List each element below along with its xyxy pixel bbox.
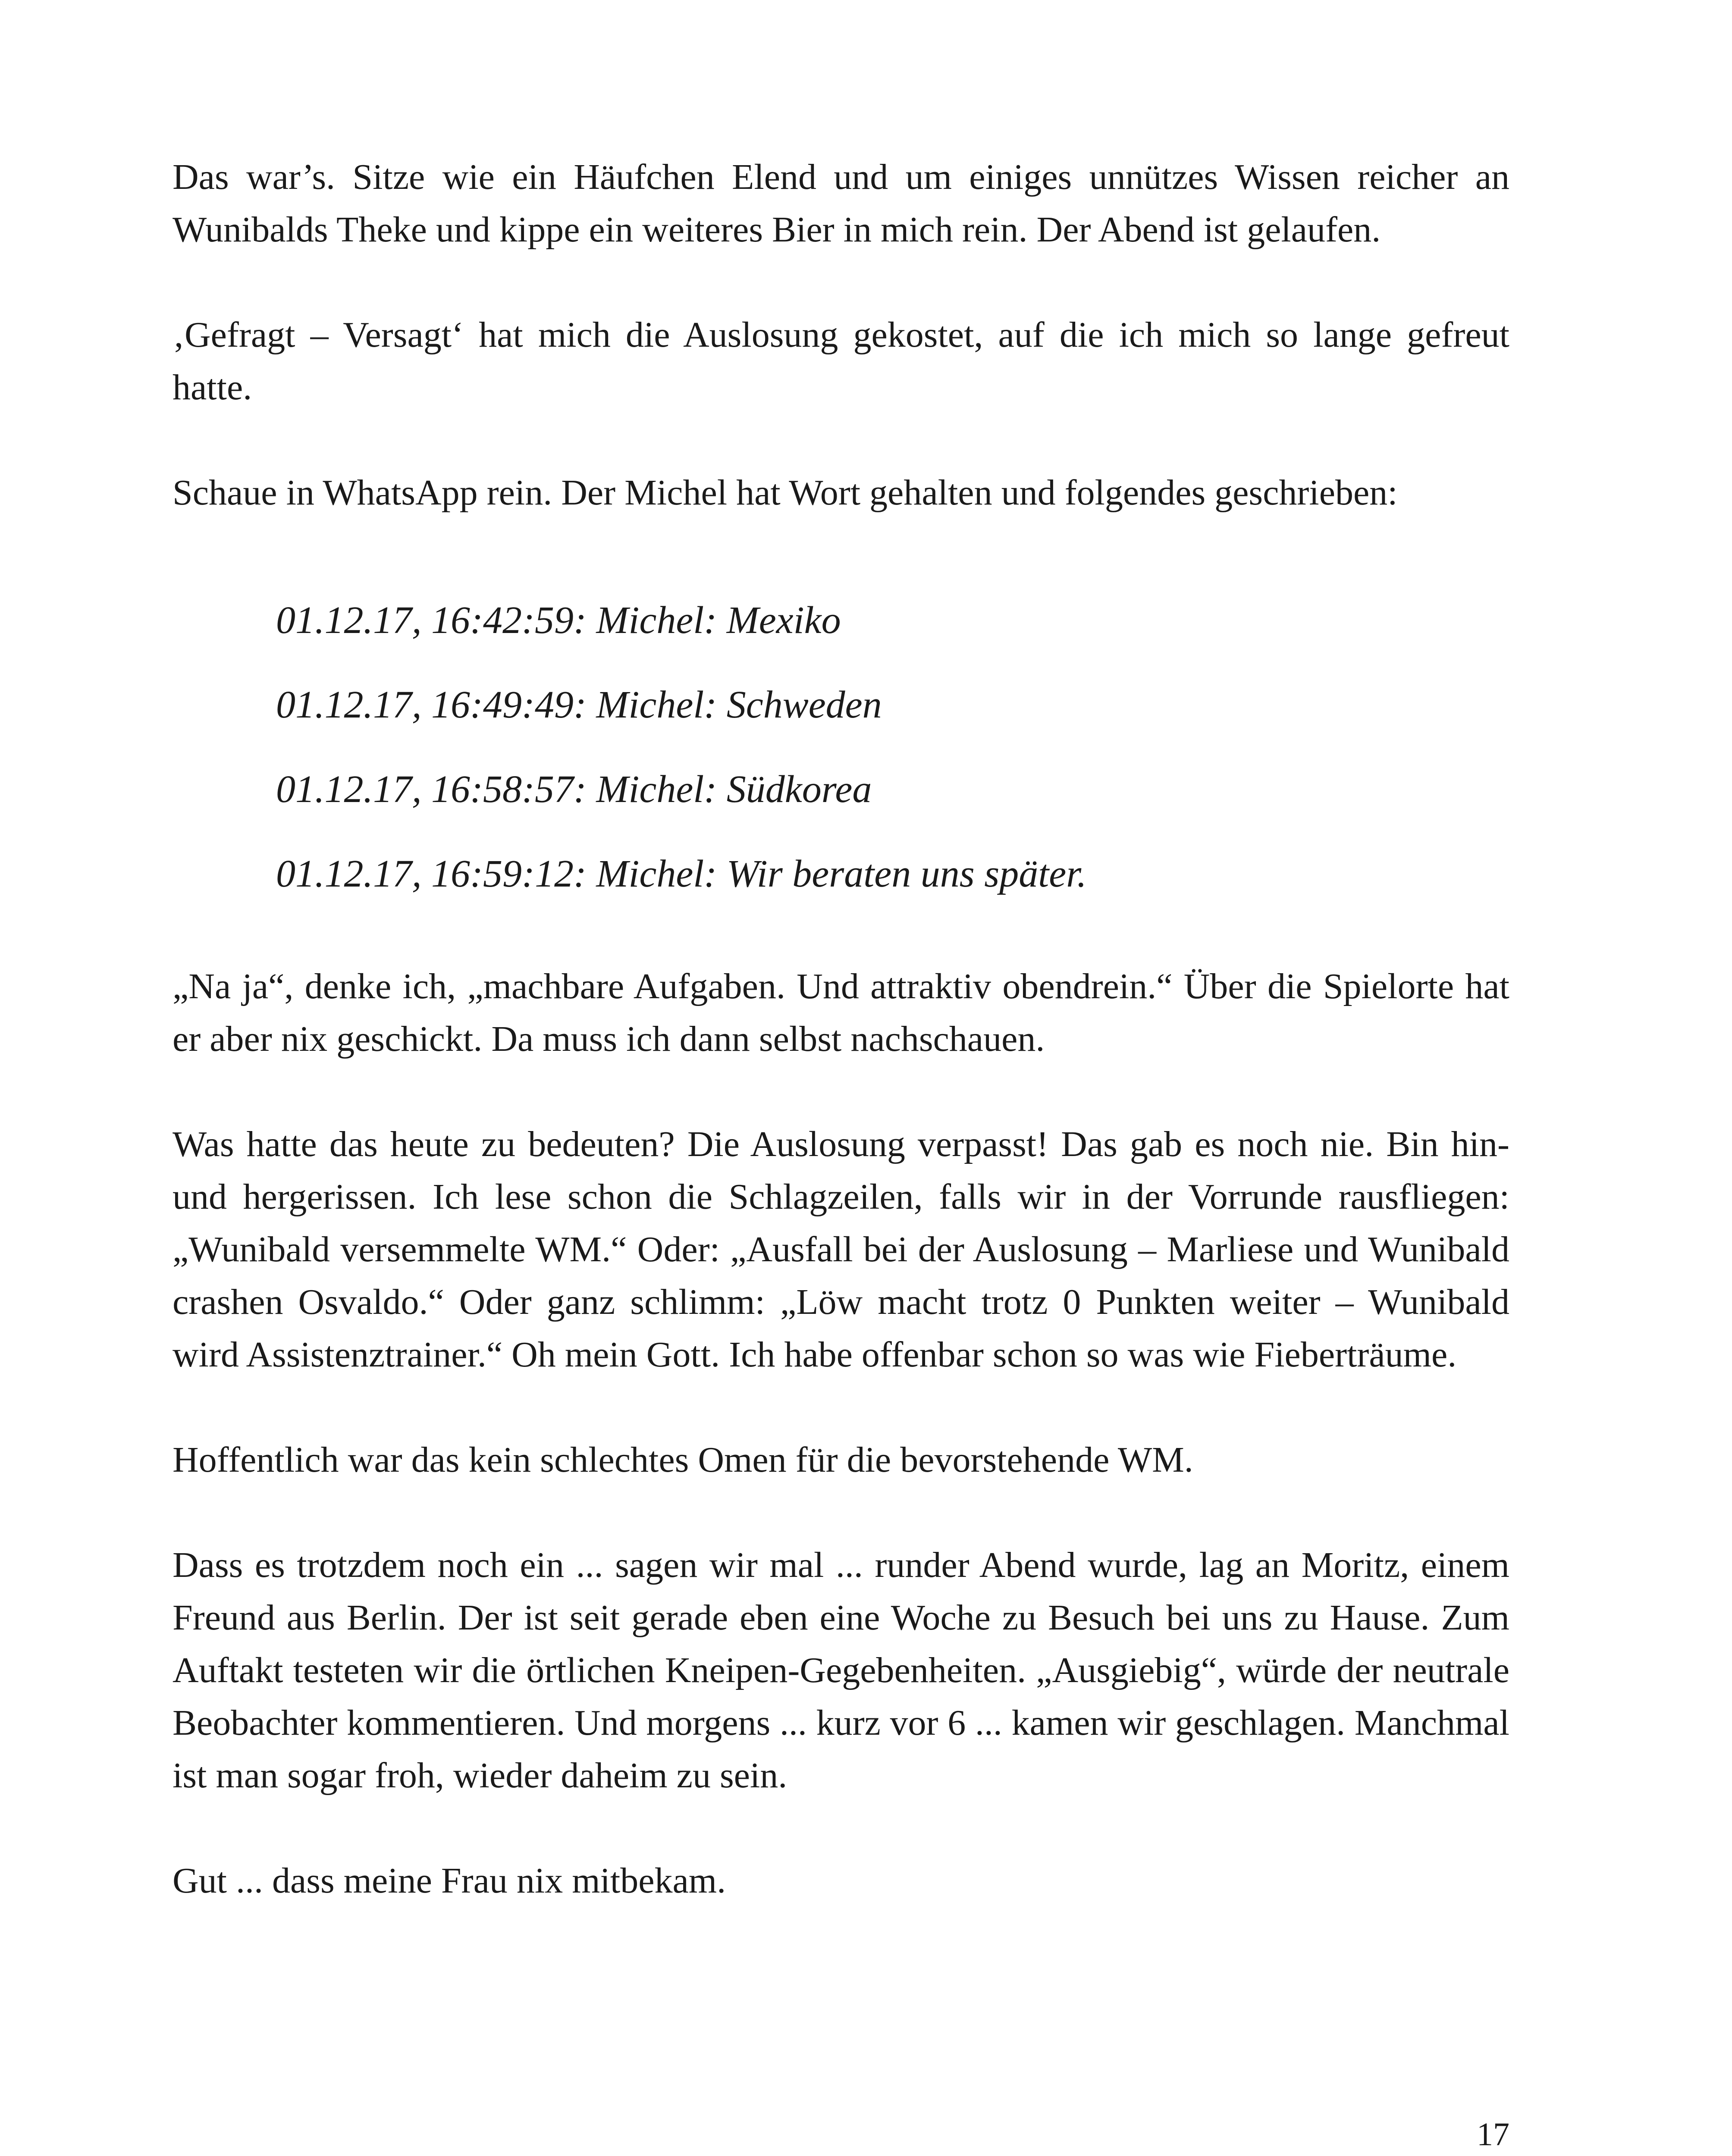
paragraph: Hoffentlich war das kein schlechtes Omen für die bevorstehende WM. <box>173 1440 1193 1480</box>
paragraph: ‚Gefragt – Versagt‘ hat mich die Auslosung gekostet, auf die ich mich so lange gefreut hatte. <box>173 315 1509 407</box>
whatsapp-message: 01.12.17, 16:59:12: Michel: Wir beraten uns später. <box>276 852 1087 895</box>
paragraph: Dass es trotzdem noch ein ... sagen wir mal ... runder Abend wurde, lag an Moritz, einem Freund aus Berlin. Der ist seit gerade eben eine Woche zu Besuch bei uns zu Hause. Zum Auftakt testeten wir die örtlichen Kneipen-Gegebenheiten. „Ausgiebig“, würde der neutrale Beobachter kommentieren. Und morgens ... kurz vor 6 ... kamen wir geschlagen. Manchmal ist man sogar froh, wieder daheim zu sein. <box>173 1545 1509 1796</box>
whatsapp-message: 01.12.17, 16:42:59: Michel: Mexiko <box>276 599 841 642</box>
whatsapp-message-list <box>276 595 1509 900</box>
paragraph: Gut ... dass meine Frau nix mitbekam. <box>173 1861 726 1901</box>
paragraph: „Na ja“, denke ich, „machbare Aufgaben. Und attraktiv obendrein.“ Über die Spielorte hat er aber nix geschickt. Da muss ich dann selbst nachschauen. <box>173 966 1509 1059</box>
whatsapp-message: 01.12.17, 16:58:57: Michel: Südkorea <box>276 768 872 811</box>
whatsapp-message: 01.12.17, 16:49:49: Michel: Schweden <box>276 683 882 726</box>
paragraph: Das war’s. Sitze wie ein Häufchen Elend und um einiges unnützes Wissen reicher an Wunibalds Theke und kippe ein weiteres Bier in mich rein. Der Abend ist gelaufen. <box>173 157 1509 250</box>
paragraph: Was hatte das heute zu bedeuten? Die Auslosung verpasst! Das gab es noch nie. Bin hin- und hergerissen. Ich lese schon die Schlagzeilen, falls wir in der Vorrunde rausfliegen: „Wunibald versemmelte WM.“ Oder: „Ausfall bei der Auslosung – Marliese und Wunibald crashen Osvaldo.“ Oder ganz schlimm: „Löw macht trotz 0 Punkten weiter – Wunibald wird Assistenztrainer.“ Oh mein Gott. Ich habe offenbar schon so was wie Fieberträume. <box>173 1124 1509 1375</box>
page-number: 17 <box>1477 2116 1509 2153</box>
body-text <box>173 151 1509 1907</box>
paragraph: Schaue in WhatsApp rein. Der Michel hat Wort gehalten und folgendes geschrieben: <box>173 473 1398 513</box>
